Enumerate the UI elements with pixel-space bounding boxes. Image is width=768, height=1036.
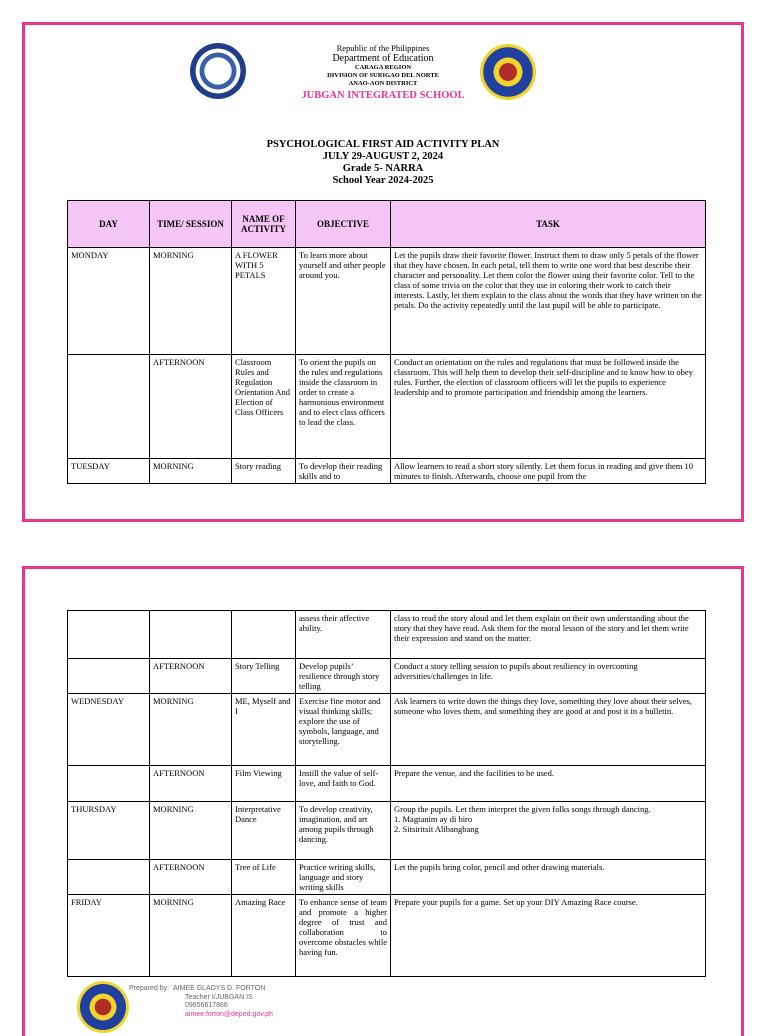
session-cell: MORNING <box>150 802 232 860</box>
preparer-name: AIMEE GLADYS D. FORTON <box>172 985 266 992</box>
task-cell: class to read the story aloud and let them explain on their own understanding about the story that they have read. Ask them for the moral lesson of the story and let them write their expression and stand on the matter. <box>391 611 706 659</box>
objective-cell: Exercise fine motor and visual thinking skills; explore the use of symbols, language, and storytelling. <box>296 694 391 766</box>
objective-cell: To enhance sense of team and promote a higher degree of trust and collaboration to overcome obstacles while having fun. <box>296 895 391 977</box>
day-cell <box>68 860 150 895</box>
activity-cell <box>232 611 296 659</box>
task-text: Group the pupils. Let them interpret the given folks songs through dancing. <box>394 804 651 814</box>
document-page-2 <box>22 566 744 1036</box>
day-cell <box>68 355 150 459</box>
header-objective: OBJECTIVE <box>296 201 391 248</box>
session-cell: MORNING <box>150 459 232 484</box>
table-row <box>68 248 706 355</box>
activity-cell: Amazing Race <box>232 895 296 977</box>
day-cell: MONDAY <box>68 248 150 355</box>
session-cell: AFTERNOON <box>150 659 232 694</box>
school-name: JUBGAN INTEGRATED SCHOOL <box>301 90 465 101</box>
task-cell: Conduct an orientation on the rules and regulations that must be followed inside the classroom. This will help them to develop their self-discipline and to know how to obey rules. Further, the election of classroom officers will let the pupils to experience leadership and to promote participation and friendship among the learners. <box>391 355 706 459</box>
task-cell: Let the pupils bring color, pencil and other drawing materials. <box>391 860 706 895</box>
table-row <box>68 355 706 459</box>
table-row <box>68 895 706 977</box>
prepared-by-label: Prepared by: <box>129 985 170 992</box>
table-row <box>68 611 706 659</box>
activity-cell: A FLOWER WITH 5 PETALS <box>232 248 296 355</box>
task-cell: Allow learners to read a short story silently. Let them focus in reading and give them 10 minutes to finish. Afterwards, choose one pupil from the <box>391 459 706 484</box>
task-cell: Ask learners to write down the things they love, something they love about their selves, someone who loves them, and something they are good at and post it in a bulletin. <box>391 694 706 766</box>
day-cell <box>68 611 150 659</box>
preparer-phone: 09656617866 <box>185 1002 228 1009</box>
header-day: DAY <box>68 201 150 248</box>
plan-dates: JULY 29-AUGUST 2, 2024 <box>322 151 444 162</box>
table-header-row <box>68 201 706 248</box>
plan-title: PSYCHOLOGICAL FIRST AID ACTIVITY PLAN <box>266 139 500 150</box>
day-cell: TUESDAY <box>68 459 150 484</box>
activity-cell: Story Telling <box>232 659 296 694</box>
day-cell: THURSDAY <box>68 802 150 860</box>
task-list-item: 2. Sitsiritsit Alibangbang <box>394 824 479 834</box>
objective-cell: Instill the value of self-love, and faith to God. <box>296 766 391 802</box>
task-cell: Prepare your pupils for a game. Set up your DIY Amazing Race course. <box>391 895 706 977</box>
objective-cell: To develop creativity, imagination, and art among pupils through dancing. <box>296 802 391 860</box>
region-text: CARAGA REGION <box>354 64 412 71</box>
activity-cell: Story reading <box>232 459 296 484</box>
task-cell <box>391 802 706 860</box>
task-cell: Prepare the venue, and the facilities to be used. <box>391 766 706 802</box>
day-cell <box>68 659 150 694</box>
objective-cell: To orient the pupils on the rules and regulations inside the classroom in order to create a harmonious environment and to elect class officers to lead the class. <box>296 355 391 459</box>
session-cell: MORNING <box>150 248 232 355</box>
activity-table <box>67 200 706 484</box>
document-page-1 <box>22 22 744 522</box>
activity-cell: Interpretative Dance <box>232 802 296 860</box>
activity-cell: Classroom Rules and Regulation Orientation And Election of Class Officers <box>232 355 296 459</box>
plan-title-block <box>25 139 741 187</box>
preparer-email[interactable]: aimee.forton@deped.gov.ph <box>185 1010 273 1018</box>
header-activity: NAME OF ACTIVITY <box>232 201 296 248</box>
session-cell <box>150 611 232 659</box>
session-cell: AFTERNOON <box>150 766 232 802</box>
task-list-item: 1. Magtanim ay di biro <box>394 814 473 824</box>
task-cell: Conduct a story telling session to pupils about resiliency in overcoming adversities/challenges in life. <box>391 659 706 694</box>
objective-cell: Develop pupils’ resilience through story telling <box>296 659 391 694</box>
objective-cell: Practice writing skills, language and story writing skills <box>296 860 391 895</box>
preparer-position: Teacher I/JUBGAN IS <box>185 993 253 1001</box>
objective-cell: assess their affective ability. <box>296 611 391 659</box>
table-row <box>68 766 706 802</box>
header-session: TIME/ SESSION <box>150 201 232 248</box>
letterhead <box>25 43 741 101</box>
activity-cell: Film Viewing <box>232 766 296 802</box>
header-task: TASK <box>391 201 706 248</box>
objective-cell: To develop their reading skills and to <box>296 459 391 484</box>
task-cell: Let the pupils draw their favorite flower. Instruct them to draw only 5 petals of the flower that they have chosen. In each petal, tell them to write one word that best describe their character and personality. Let them color the flower using their favorite color. Tell to the class of some trivia on the color that they use in coloring their work to catch their interests. Lastly, let them explain to the class about the words that they have written on the petals. Do the activity repeatedly until the last pupil will be able to participate. <box>391 248 706 355</box>
table-row <box>68 802 706 860</box>
activity-cell: ME, Myself and I <box>232 694 296 766</box>
objective-cell: To learn more about yourself and other people around you. <box>296 248 391 355</box>
table-row <box>68 459 706 484</box>
day-cell <box>68 766 150 802</box>
plan-grade: Grade 5- NARRA <box>342 163 424 174</box>
district-text: ANAO-AON DISTRICT <box>348 80 418 87</box>
session-cell: MORNING <box>150 895 232 977</box>
activity-table-continued <box>67 610 706 977</box>
department-text: Department of Education <box>332 53 434 64</box>
republic-text: Republic of the Philippines <box>336 43 430 53</box>
session-cell: AFTERNOON <box>150 860 232 895</box>
session-cell: MORNING <box>150 694 232 766</box>
plan-school-year: School Year 2024-2025 <box>332 175 434 186</box>
day-cell: FRIDAY <box>68 895 150 977</box>
table-row <box>68 860 706 895</box>
division-text: DIVISION OF SURIGAO DEL NORTE <box>327 72 439 79</box>
school-seal-logo <box>77 981 129 1033</box>
activity-cell: Tree of Life <box>232 860 296 895</box>
session-cell: AFTERNOON <box>150 355 232 459</box>
table-row <box>68 694 706 766</box>
table-row <box>68 659 706 694</box>
day-cell: WEDNESDAY <box>68 694 150 766</box>
